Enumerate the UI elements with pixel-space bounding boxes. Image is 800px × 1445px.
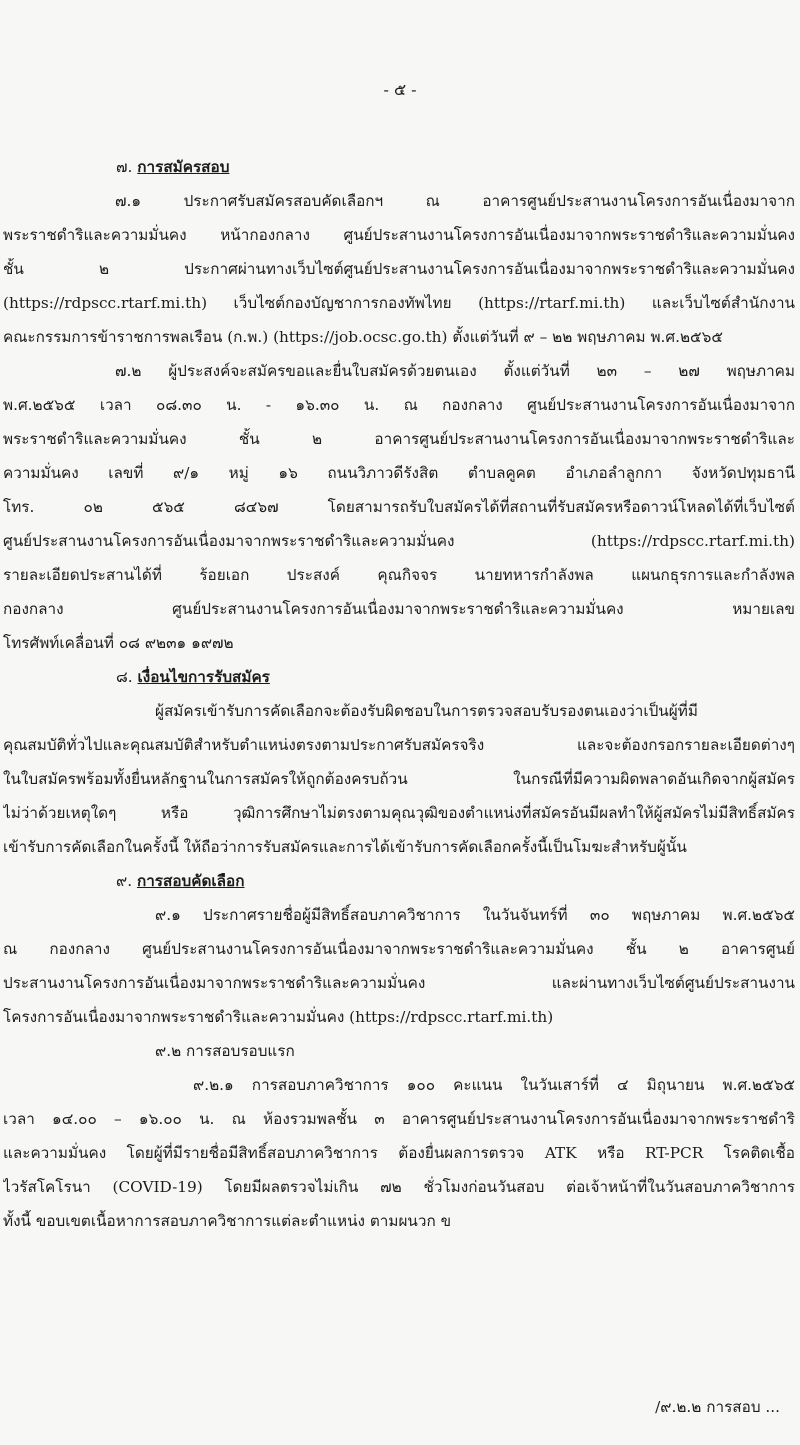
text-line: ๗.๒ ผู้ประสงค์จะสมัครขอและยื่นใบสมัครด้วยตนเอง ตั้งแต่วันที่ ๒๓ – ๒๗ พฤษภาคม (115, 362, 795, 380)
section-8-heading (3, 660, 795, 694)
paragraph-8 (3, 694, 795, 864)
text-line: ไม่ว่าด้วยเหตุใดๆ หรือ วุฒิการศึกษาไม่ตรงตามคุณวุฒิของตำแหน่งที่สมัครอันมีผลทำให้ผู้สมัครไม่มีสิทธิ์สมัคร (3, 804, 795, 822)
text-line: เข้ารับการคัดเลือกในครั้งนี้ ให้ถือว่าการรับสมัครและการได้เข้ารับการคัดเลือกครั้งนี้เป็นโมฆะสำหรับผู้นั้น (3, 838, 687, 856)
paragraph-7-1 (3, 184, 795, 354)
text-line: คณะกรรมการข้าราชการพลเรือน (ก.พ.) (https://job.ocsc.go.th) ตั้งแต่วันที่ ๙ – ๒๒ พฤษภาคม พ.ศ.๒๕๖๕ (3, 328, 723, 346)
continuation-reference: /๙.๒.๒ การสอบ ... (655, 1398, 780, 1416)
page-number: - ๕ - (383, 80, 417, 99)
section-7-heading (3, 150, 795, 184)
section-9-heading (3, 864, 795, 898)
text-line: ๙.๑ ประกาศรายชื่อผู้มีสิทธิ์สอบภาควิชาการ ในวันจันทร์ที่ ๓๐ พฤษภาคม พ.ศ.๒๕๖๕ (155, 906, 795, 924)
text-line: คุณสมบัติทั่วไปและคุณสมบัติสำหรับตำแหน่งตรงตามประกาศรับสมัครจริง และจะต้องกรอกรายละเอียดต่างๆ (3, 736, 795, 754)
paragraph-7-2 (3, 354, 795, 660)
section-9-number: ๙. (116, 872, 133, 890)
text-line: ทั้งนี้ ขอบเขตเนื้อหาการสอบภาควิชาการแต่ละตำแหน่ง ตามผนวก ข (3, 1212, 452, 1230)
text-line: ความมั่นคง เลขที่ ๙/๑ หมู่ ๑๖ ถนนวิภาวดีรังสิต ตำบลคูคต อำเภอลำลูกกา จังหวัดปทุมธานี (3, 464, 795, 482)
text-line: ผู้สมัครเข้ารับการคัดเลือกจะต้องรับผิดชอบในการตรวจสอบรับรองตนเองว่าเป็นผู้ที่มี (155, 702, 698, 720)
text-line: ประสานงานโครงการอันเนื่องมาจากพระราชดำริและความมั่นคง และผ่านทางเว็บไซต์ศูนย์ประสานงาน (3, 974, 795, 992)
text-line: ๙.๒.๑ การสอบภาควิชาการ ๑๐๐ คะแนน ในวันเสาร์ที่ ๔ มิถุนายน พ.ศ.๒๕๖๕ (193, 1076, 795, 1094)
text-line: พระราชดำริและความมั่นคง หน้ากองกลาง ศูนย์ประสานงานโครงการอันเนื่องมาจากพระราชดำริและความมั่นคง (3, 226, 795, 244)
text-line: โทรศัพท์เคลื่อนที่ ๐๘ ๙๒๓๑ ๑๙๗๒ (3, 634, 234, 652)
text-line: ชั้น ๒ ประกาศผ่านทางเว็บไซต์ศูนย์ประสานงานโครงการอันเนื่องมาจากพระราชดำริและความมั่นคง (3, 260, 795, 278)
section-8-number: ๘. (116, 668, 133, 686)
text-line: ๗.๑ ประกาศรับสมัครสอบคัดเลือกฯ ณ อาคารศูนย์ประสานงานโครงการอันเนื่องมาจาก (115, 192, 795, 210)
subsection-9-2-title: ๙.๒ การสอบรอบแรก (155, 1042, 295, 1060)
text-line: ศูนย์ประสานงานโครงการอันเนื่องมาจากพระราชดำริและความมั่นคง (https://rdpscc.rtarf.mi.th) (3, 532, 795, 550)
paragraph-9-1 (3, 898, 795, 1034)
document-body (3, 150, 795, 1238)
text-line: พ.ศ.๒๕๖๕ เวลา ๐๘.๓๐ น. - ๑๖.๓๐ น. ณ กองกลาง ศูนย์ประสานงานโครงการอันเนื่องมาจาก (3, 396, 795, 414)
section-9-title: การสอบคัดเลือก (136, 872, 245, 890)
section-7-number: ๗. (116, 158, 133, 176)
paragraph-9-2-1 (3, 1068, 795, 1238)
text-line: (https://rdpscc.rtarf.mi.th) เว็บไซต์กองบัญชาการกองทัพไทย (https://rtarf.mi.th) และเว็บไซต์สำนักงาน (3, 294, 795, 312)
text-line: กองกลาง ศูนย์ประสานงานโครงการอันเนื่องมาจากพระราชดำริและความมั่นคง หมายเลข (3, 600, 795, 618)
text-line: เวลา ๑๔.๐๐ – ๑๖.๐๐ น. ณ ห้องรวมพลชั้น ๓ อาคารศูนย์ประสานงานโครงการอันเนื่องมาจากพระราชดำริ (3, 1110, 795, 1128)
section-8-title: เงื่อนไขการรับสมัคร (137, 668, 270, 686)
text-line: รายละเอียดประสานได้ที่ ร้อยเอก ประสงค์ คุณกิจจร นายทหารกำลังพล แผนกธุรการและกำลังพล (3, 566, 795, 584)
text-line: ณ กองกลาง ศูนย์ประสานงานโครงการอันเนื่องมาจากพระราชดำริและความมั่นคง ชั้น ๒ อาคารศูนย์ (3, 940, 795, 958)
text-line: ไวรัสโคโรนา (COVID-19) โดยมีผลตรวจไม่เกิน ๗๒ ชั่วโมงก่อนวันสอบ ต่อเจ้าหน้าที่ในวันสอบภาควิชาการ (3, 1178, 795, 1196)
text-line: และความมั่นคง โดยผู้ที่มีรายชื่อมีสิทธิ์สอบภาควิชาการ ต้องยื่นผลการตรวจ ATK หรือ RT-PCR โรคติดเชื้อ (3, 1144, 795, 1162)
text-line: โทร. ๐๒ ๕๖๕ ๘๔๖๗ โดยสามารถรับใบสมัครได้ที่สถานที่รับสมัครหรือดาวน์โหลดได้ที่เว็บไซต์ (3, 498, 795, 516)
text-line: พระราชดำริและความมั่นคง ชั้น ๒ อาคารศูนย์ประสานงานโครงการอันเนื่องมาจากพระราชดำริและ (3, 430, 795, 448)
section-7-title: การสมัครสอบ (137, 158, 230, 176)
text-line: โครงการอันเนื่องมาจากพระราชดำริและความมั่นคง (https://rdpscc.rtarf.mi.th) (3, 1008, 554, 1026)
text-line: ในใบสมัครพร้อมทั้งยื่นหลักฐานในการสมัครให้ถูกต้องครบถ้วน ในกรณีที่มีความผิดพลาดอันเกิดจากผู้สมัคร (3, 770, 795, 788)
